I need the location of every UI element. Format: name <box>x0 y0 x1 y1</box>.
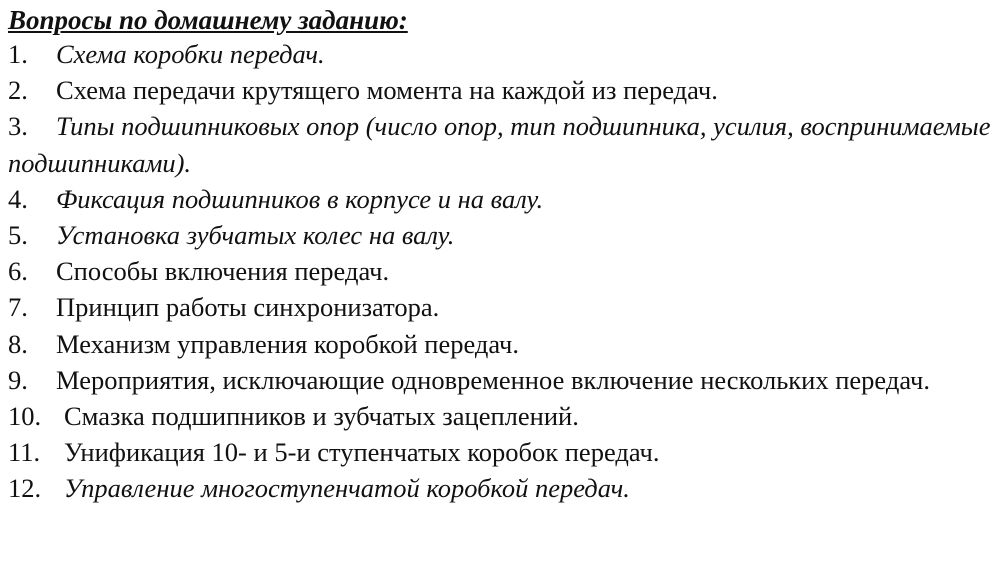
page-title: Вопросы по домашнему заданию: <box>8 5 408 35</box>
list-item <box>8 398 992 434</box>
item-number: 9. <box>8 364 28 395</box>
item-number: 10. <box>8 401 42 432</box>
list-item <box>8 470 992 506</box>
item-text: Фиксация подшипников в корпусе и на валу. <box>56 183 544 214</box>
list-item <box>8 217 992 253</box>
item-number: 12. <box>8 473 42 504</box>
question-list <box>8 36 992 507</box>
item-number: 1. <box>8 39 28 69</box>
item-text: Мероприятия, исключающие одновременное включение нескольких передач. <box>56 364 930 395</box>
item-text: Способы включения передач. <box>56 256 390 287</box>
list-item <box>8 253 992 289</box>
item-text: Унификация 10- и 5-и ступенчатых коробок передач. <box>64 437 660 468</box>
list-item <box>8 36 992 72</box>
list-item <box>8 108 992 180</box>
list-item <box>8 434 992 470</box>
item-text: Смазка подшипников и зубчатых зацеплений. <box>64 401 579 432</box>
item-number: 2. <box>8 75 28 106</box>
item-number: 7. <box>8 292 28 323</box>
list-item <box>8 289 992 325</box>
item-text: Схема коробки передач. <box>56 39 325 69</box>
list-item <box>8 362 992 398</box>
item-text: Типы подшипниковых опор (число опор, тип подшипника, усилия, воспринимаемые подшипниками). <box>8 111 991 178</box>
item-number: 5. <box>8 220 28 251</box>
item-number: 3. <box>8 111 28 142</box>
item-text: Управление многоступенчатой коробкой передач. <box>64 473 630 504</box>
item-text: Принцип работы синхронизатора. <box>56 292 440 323</box>
item-number: 11. <box>8 437 41 468</box>
item-text: Схема передачи крутящего момента на каждой из передач. <box>56 75 718 106</box>
item-number: 8. <box>8 328 28 359</box>
item-number: 4. <box>8 183 28 214</box>
list-item <box>8 326 992 362</box>
item-text: Установка зубчатых колес на валу. <box>56 220 455 251</box>
item-number: 6. <box>8 256 28 287</box>
item-text: Механизм управления коробкой передач. <box>56 328 519 359</box>
list-item <box>8 181 992 217</box>
list-item <box>8 72 992 108</box>
